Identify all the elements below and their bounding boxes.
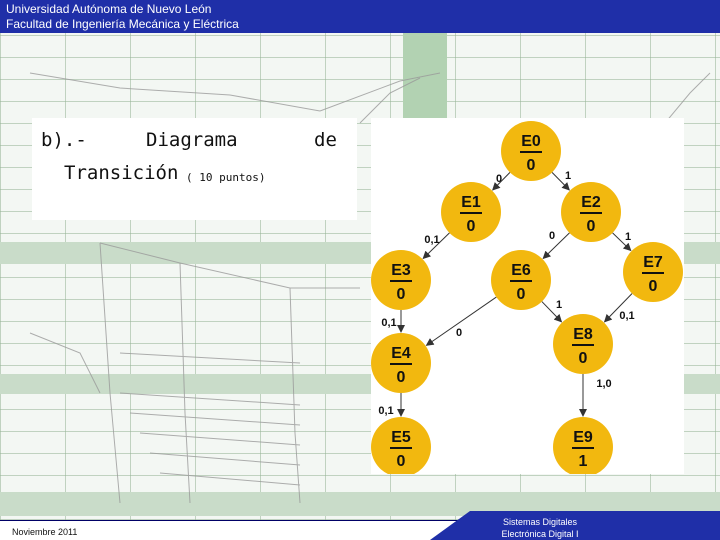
transition-diagram-svg xyxy=(371,118,684,474)
state-name: E2 xyxy=(581,194,601,211)
state-e2 xyxy=(561,182,621,242)
footer-course xyxy=(470,516,610,540)
header-bar xyxy=(0,0,720,33)
state-output: 0 xyxy=(396,369,406,386)
state-output: 0 xyxy=(586,218,596,235)
footer-course-line2: Electrónica Digital I xyxy=(501,529,579,539)
faculty-name: Facultad de Ingeniería Mecánica y Eléctrica xyxy=(6,17,239,31)
state-name: E3 xyxy=(391,262,411,279)
transition-label-e1-e3: 0,1 xyxy=(424,234,440,246)
transition-label-e0-e1: 0 xyxy=(495,173,503,185)
points-label: ( 10 puntos) xyxy=(186,171,266,184)
state-name: E9 xyxy=(573,429,593,446)
state-output: 0 xyxy=(396,286,406,303)
title-word-de: de xyxy=(314,129,337,151)
item-label: b).- xyxy=(41,129,87,151)
state-output: 0 xyxy=(578,350,588,367)
state-e8 xyxy=(553,314,613,374)
state-name: E8 xyxy=(573,326,593,343)
transition-label-e2-e7: 1 xyxy=(624,231,632,243)
title-word-transicion: Transición xyxy=(64,162,179,184)
transition-label-e8-e9: 1,0 xyxy=(596,378,612,390)
state-e0 xyxy=(501,121,561,181)
transition-arrow-e2-e6 xyxy=(543,233,569,258)
state-name: E7 xyxy=(643,254,663,271)
state-output: 1 xyxy=(578,453,588,470)
transition-label-e3-e4: 0,1 xyxy=(381,317,397,329)
state-name: E0 xyxy=(521,133,541,150)
state-e4 xyxy=(371,333,431,393)
title-panel xyxy=(32,118,357,220)
state-name: E5 xyxy=(391,429,411,446)
transition-diagram xyxy=(371,118,684,474)
state-output: 0 xyxy=(648,278,658,295)
state-name: E1 xyxy=(461,194,481,211)
state-e5 xyxy=(371,417,431,474)
state-output: 0 xyxy=(466,218,476,235)
state-output: 0 xyxy=(526,157,536,174)
transition-label-e6-e8: 1 xyxy=(555,299,563,311)
state-e7 xyxy=(623,242,683,302)
transition-label-e2-e6: 0 xyxy=(548,230,556,242)
transition-label-e0-e2: 1 xyxy=(564,170,572,182)
state-output: 0 xyxy=(396,453,406,470)
state-e1 xyxy=(441,182,501,242)
footer-course-line1: Sistemas Digitales xyxy=(502,517,578,527)
title-word-diagrama: Diagrama xyxy=(146,129,238,151)
university-name: Universidad Autónoma de Nuevo León xyxy=(6,2,212,16)
transition-label-e6-e4: 0 xyxy=(455,327,463,339)
state-e9 xyxy=(553,417,613,474)
transition-label-e4-e5: 0,1 xyxy=(378,405,394,417)
transition-label-e7-e8: 0,1 xyxy=(619,310,635,322)
state-e3 xyxy=(371,250,431,310)
state-name: E4 xyxy=(391,345,411,362)
state-output: 0 xyxy=(516,286,526,303)
state-name: E6 xyxy=(511,262,531,279)
state-e6 xyxy=(491,250,551,310)
footer-date: Noviembre 2011 xyxy=(12,527,78,537)
